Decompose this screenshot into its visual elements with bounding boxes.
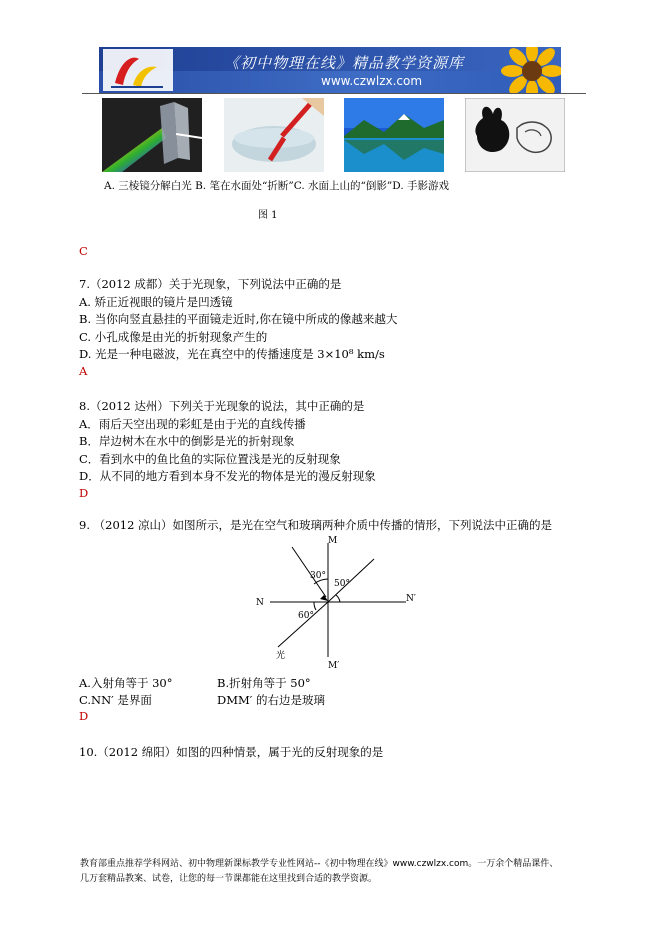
q9-stem: 9. （2012 凉山）如图所示，是光在空气和玻璃两种介质中传播的情形，下列说法中正确的是 [79,518,553,532]
q9-refraction-diagram [240,535,430,670]
header-rule [82,93,586,94]
label-light: 光 [276,651,286,661]
banner-title: 《初中物理在线》精品教学资源库 [224,54,465,72]
q8-option-c: C．看到水中的鱼比鱼的实际位置浅是光的反射现象 [79,452,341,466]
q8-option-d: D．从不同的地方看到本身不发光的物体是光的漫反射现象 [79,469,376,483]
arc-50 [336,595,340,602]
label-angle-30: 30° [310,571,326,581]
q7-option-d: D. 光是一种电磁波，光在真空中的传播速度是 3×10⁸ km/s [79,347,385,361]
footer-line-2: 几万套精品教案、试卷，让您的每一节课都能在这里找到合适的教学资源。 [80,874,378,884]
photo-prism [102,98,202,172]
q7-option-c: C. 小孔成像是由光的折射现象产生的 [79,330,268,344]
q9-option-b: B.折射角等于 50° [217,676,311,690]
site-logo-icon [103,49,173,91]
q7-option-a: A. 矫正近视眼的镜片是凹透镜 [79,295,233,309]
label-n-prime: N′ [406,594,416,604]
figure-label: 图 1 [258,210,278,221]
q10-stem: 10.（2012 绵阳）如图的四种情景，属于光的反射现象的是 [79,745,384,759]
q8-option-a: A．雨后天空出现的彩虹是由于光的直线传播 [79,417,306,431]
site-banner [99,47,561,93]
q9-option-a: A.入射角等于 30° [79,676,173,690]
label-m-prime: M′ [328,661,340,670]
label-m: M [328,536,338,546]
sunflower-icon [494,47,561,93]
q7-answer: A [79,364,88,378]
q9-option-d: DMM′ 的右边是玻璃 [217,693,326,707]
q9-option-c: C.NN′ 是界面 [79,693,152,707]
label-angle-50: 50° [334,579,350,589]
q7-option-b: B. 当你向竖直悬挂的平面镜走近时,你在镜中所成的像越来越大 [79,312,398,326]
arc-60 [314,602,316,610]
label-n: N [256,598,264,608]
photo-hand-shadow [465,98,565,172]
q7-stem: 7.（2012 成都）关于光现象，下列说法中正确的是 [79,277,342,291]
footer-line-1: 教育部重点推荐学科网站、初中物理新课标教学专业性网站--《初中物理在线》www.czwlzx.com。一万余个精品课件、 [80,859,559,869]
q9-answer: D [79,709,89,723]
banner-url: www.czwlzx.com [321,74,423,88]
label-angle-60: 60° [298,611,314,621]
photo-mountain-reflection [344,98,444,172]
q6-answer: C [79,244,88,258]
figure-caption: A. 三棱镜分解白光 B. 笔在水面处“折断”C. 水面上山的“倒影”D. 手影游戏 [104,180,450,192]
q8-stem: 8.（2012 达州）下列关于光现象的说法，其中正确的是 [79,399,365,413]
q8-option-b: B．岸边树木在水中的倒影是光的折射现象 [79,434,295,448]
ray-lower-left [278,602,328,647]
q8-answer: D [79,486,89,500]
photo-pencil-in-water [224,98,324,172]
